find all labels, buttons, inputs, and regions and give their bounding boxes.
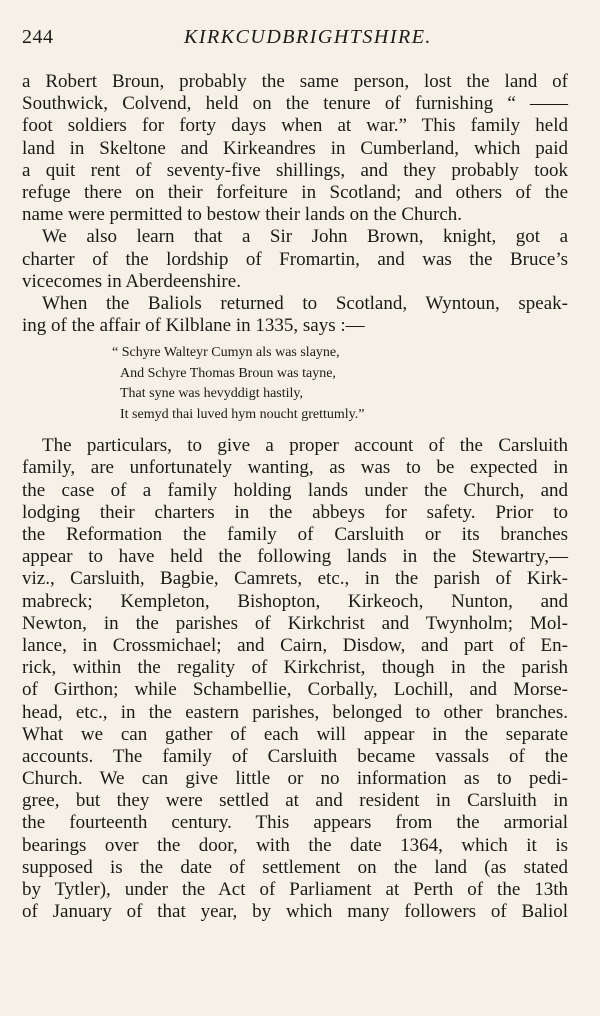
text-line: mabreck; Kempleton, Bishopton, Kirkeoch, Nunton, and [22,590,568,612]
text-line: foot soldiers for forty days when at war.” This family held [22,115,568,137]
text-line: the Reformation the family of Carsluith or its branches [22,524,568,545]
text-line: head, etc., in the eastern parishes, belonged to other branches. [22,701,568,723]
page-number: 244 [22,26,54,48]
text-line: land in Skeltone and Kirkeandres in Cumberland, which paid [22,137,568,159]
text-line: lodging their charters in the abbeys for safety. Prior to [22,501,568,523]
text-line: The particulars, to give a proper account of the Carsluith [42,435,568,457]
text-line: name were permitted to bestow their lands on the Church. [22,204,463,226]
verse-line: That syne was hevyddigt hastily, [120,386,304,402]
text-line: gree, but they were settled at and resident in Carsluith in [22,790,568,812]
verse-line: It semyd thai luved hym noucht grettumly.” [120,406,365,422]
paragraph-3 [22,293,568,337]
text-line: When the Baliols returned to Scotland, Wyntoun, speak- [42,292,568,314]
text-line: ing of the affair of Kilblane in 1335, says :— [22,315,365,337]
page-header [22,22,576,52]
verse-line: “ Schyre Walteyr Cumyn als was slayne, [112,345,340,361]
text-line: Church. We can give little or no information as to pedi- [22,768,568,790]
paragraph-4 [22,435,568,923]
paragraph-1 [22,71,568,226]
text-line: Newton, in the parishes of Kirkchrist and Twynholm; Mol- [22,612,568,634]
text-line: a Robert Broun, probably the same person, lost the land of [22,71,568,92]
paragraph-2 [22,226,568,293]
text-line: appear to have held the following lands in the Stewartry,— [22,546,568,568]
text-line: bearings over the door, with the date 1364, which it is [22,834,568,856]
page-body [22,71,568,923]
text-line: family, are unfortunately wanting, as was to be expected in [22,457,568,479]
text-line: by Tytler), under the Act of Parliament at Perth of the 13th [22,879,568,900]
text-line: of Girthon; while Schambellie, Corbally, Lochill, and Morse- [22,679,568,701]
text-line: supposed is the date of settlement on the land (as stated [22,856,568,878]
text-line: Southwick, Colvend, held on the tenure of furnishing “ —— [22,93,568,115]
text-line: rick, within the regality of Kirkchrist, though in the parish [22,657,568,679]
text-line: lance, in Crossmichael; and Cairn, Disdow, and part of En- [22,634,568,656]
text-line: What we can gather of each will appear in the separate [22,723,568,745]
text-line: the case of a family holding lands under the Church, and [22,479,568,501]
running-head: KIRKCUDBRIGHTSHIRE. [184,26,432,48]
text-line: accounts. The family of Carsluith became vassals of the [22,745,568,767]
text-line: viz., Carsluith, Bagbie, Camrets, etc., in the parish of Kirk- [22,568,568,590]
text-line: We also learn that a Sir John Brown, knight, got a [42,226,568,248]
verse-line: And Schyre Thomas Broun was tayne, [120,365,336,381]
text-line: the fourteenth century. This appears from the armorial [22,812,568,834]
text-line: refuge there on their forfeiture in Scotland; and others of the [22,181,568,203]
text-line: charter of the lordship of Fromartin, and was the Bruce’s [22,248,568,270]
text-line: a quit rent of seventy-five shillings, and they probably took [22,159,568,181]
text-line: vicecomes in Aberdeenshire. [22,270,241,292]
text-line: of January of that year, by which many followers of Baliol [22,901,568,923]
verse-quotation [22,343,568,425]
